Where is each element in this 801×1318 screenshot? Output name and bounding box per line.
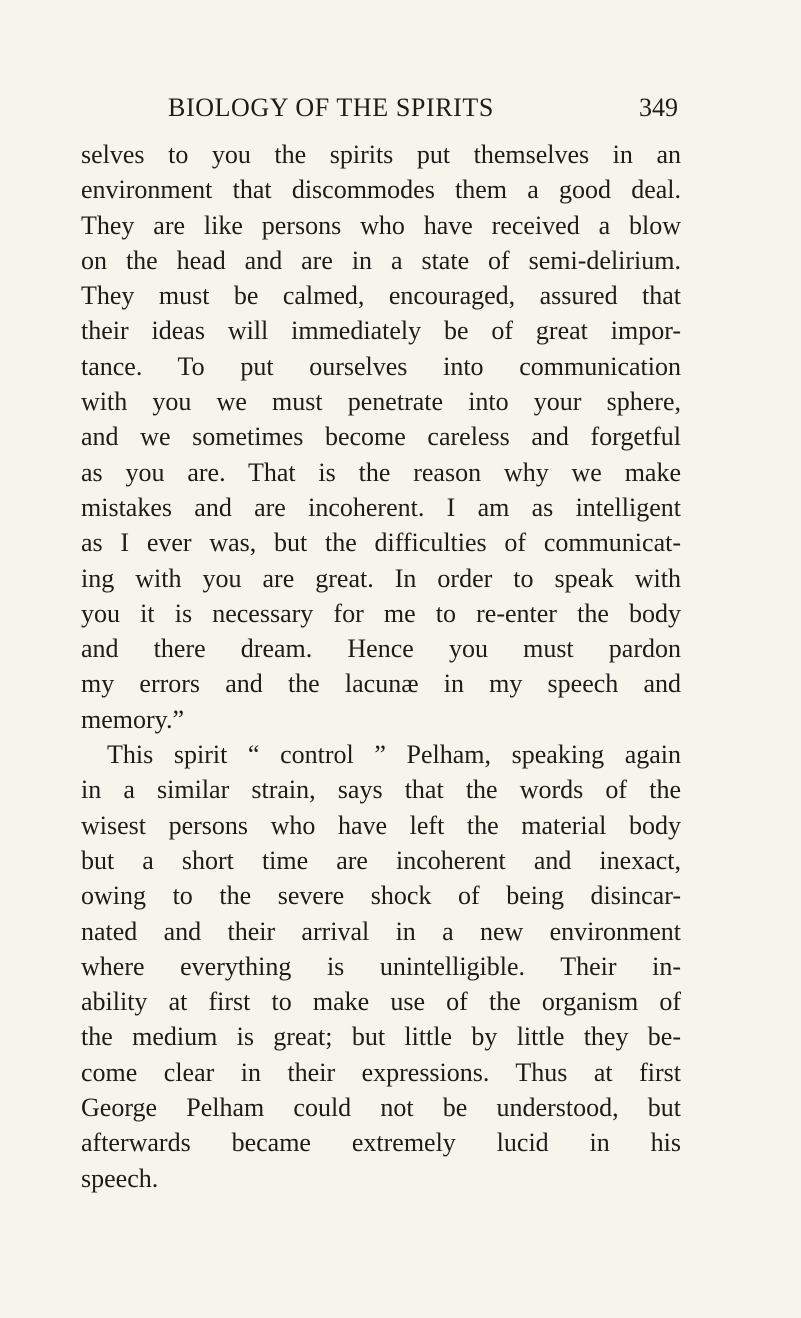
text-line: their ideas will immediately be of great impor- — [81, 316, 681, 346]
text-line: They are like persons who have received a blow — [81, 210, 681, 240]
text-line: and we sometimes become careless and forgetful — [81, 422, 681, 452]
text-line: on the head and are in a state of semi-delirium. — [81, 245, 681, 275]
text-line: afterwards became extremely lucid in his — [81, 1128, 681, 1158]
text-line: where everything is unintelligible. Their in- — [81, 951, 681, 981]
text-line: tance. To put ourselves into communication — [81, 351, 681, 381]
text-line-paragraph-end: memory.” — [81, 704, 184, 734]
text-line: owing to the severe shock of being disincar- — [81, 881, 681, 911]
text-line: the medium is great; but little by little they be- — [81, 1022, 681, 1052]
text-line: you it is necessary for me to re-enter the body — [81, 598, 681, 628]
page-header — [168, 88, 678, 128]
text-line: wisest persons who have left the material body — [81, 810, 681, 840]
page-number: 349 — [639, 93, 678, 122]
text-line: ability at first to make use of the organism of — [81, 987, 681, 1017]
text-line-paragraph-start: This spirit “ control ” Pelham, speaking again — [107, 740, 681, 770]
text-line: as I ever was, but the difficulties of communicat- — [81, 528, 681, 558]
text-line: nated and their arrival in a new environment — [81, 916, 681, 946]
text-line-paragraph-end: speech. — [81, 1163, 159, 1193]
text-line: with you we must penetrate into your sphere, — [81, 387, 681, 417]
text-line: as you are. That is the reason why we make — [81, 457, 681, 487]
text-line: mistakes and are incoherent. I am as intelligent — [81, 492, 681, 522]
text-line: George Pelham could not be understood, but — [81, 1093, 681, 1123]
text-line: They must be calmed, encouraged, assured that — [81, 281, 681, 311]
text-line: but a short time are incoherent and inexact, — [81, 845, 681, 875]
text-line: ing with you are great. In order to speak with — [81, 563, 681, 593]
text-line: in a similar strain, says that the words of the — [81, 775, 681, 805]
text-line: and there dream. Hence you must pardon — [81, 634, 681, 664]
body-text — [81, 137, 681, 1196]
text-line: environment that discommodes them a good deal. — [81, 175, 681, 205]
text-line: selves to you the spirits put themselves in an — [81, 140, 681, 169]
text-line: come clear in their expressions. Thus at first — [81, 1057, 681, 1087]
text-line: my errors and the lacunæ in my speech and — [81, 669, 681, 699]
running-head: BIOLOGY OF THE SPIRITS — [168, 93, 494, 122]
